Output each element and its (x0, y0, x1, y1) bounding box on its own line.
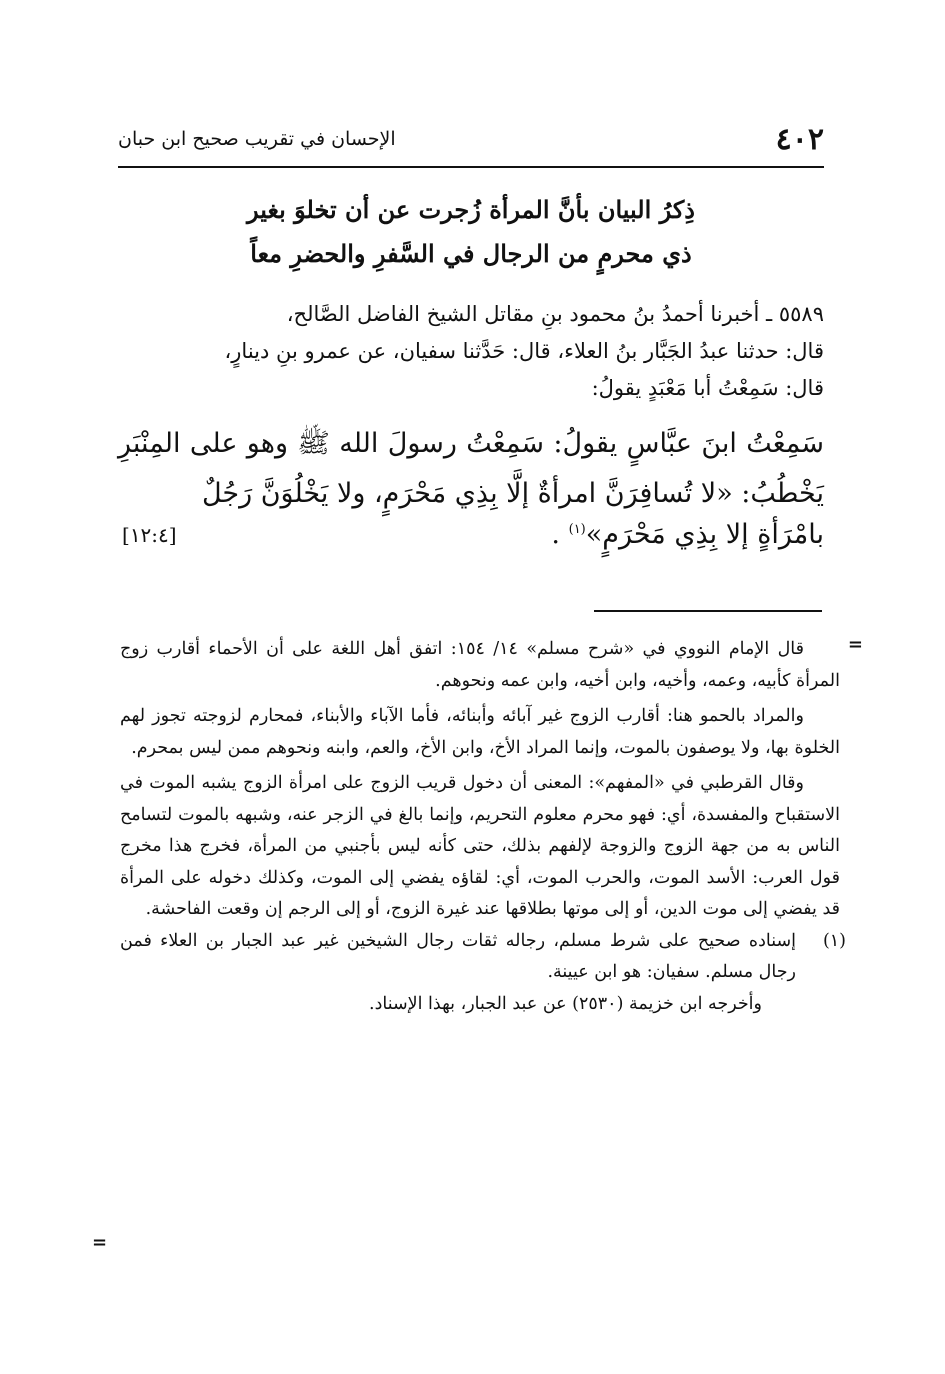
isnad-line-1: ٥٥٨٩ ـ أخبرنا أحمدُ بنُ محمود بنِ مقاتل الشيخ الفاضل الصَّالح، (286, 302, 824, 326)
isnad-line-3: قال: سَمِعْتُ أبا مَعْبَدٍ يقولُ: (591, 376, 824, 400)
isnad-line-2: قال: حدثنا عبدُ الجَبَّار بنُ العلاء، قال: حَدَّثنا سفيان، عن عمرو بنِ دينارٍ، (224, 339, 824, 363)
footnotes (120, 630, 846, 1020)
footnote-marker: (١) (568, 522, 586, 537)
matn-final-line (118, 519, 824, 569)
chapter-heading (118, 188, 824, 276)
hadith-body (118, 296, 824, 569)
chapter-heading-line-2: ذي محرمٍ من الرجال في السَّفرِ والحضرِ معاً (250, 239, 692, 268)
hadith-reference: [١٢:٤] (122, 523, 177, 547)
matn-line-3: بامْرَأةٍ إلا بِذِي مَحْرَمٍ» (585, 519, 824, 550)
footnote-separator (594, 610, 822, 612)
footnote-1-number: (١) (822, 930, 846, 951)
continuation-mark-bottom: = (92, 1232, 108, 1253)
page-number: ٤٠٢ (775, 122, 824, 157)
running-title: الإحسان في تقريب صحيح ابن حبان (118, 128, 396, 150)
footnote-paragraph-2: والمراد بالحمو هنا: أقارب الزوج غير آبائه وأبنائه، فأما الآباء والأبناء، فمحارم لزوجته تجوز لهم الخلوة بها، ولا يوصفون بالموت، وإنما المراد الأخ، وابن الأخ، والعم، وابنه ونحوهم ممن ليس بمحرم. (120, 706, 840, 758)
matn-end-punct: . (551, 519, 561, 550)
chapter-heading-line-1: ذِكرُ البيان بأنَّ المرأة زُجرت عن أن تخلوَ بغير (247, 195, 695, 224)
continuation-mark-top: = (847, 634, 863, 655)
header-rule (118, 166, 824, 168)
matn-text (118, 419, 824, 519)
matn-line-2: المِنْبَرِ يَخْطُبُ: «لا تُسافِرَنَّ امرأةٌ إلَّا بِذِي مَحْرَمٍ، ولا يَخْلُوَنَّ رَجُلٌ (118, 428, 824, 509)
footnote-1 (120, 926, 846, 1021)
footnote-paragraph-3: وقال القرطبي في «المفهم»: المعنى أن دخول قريب الزوج على امرأة الزوج يشبه الموت في الاستقباح والمفسدة، أي: فهو محرم معلوم التحريم، وإنما بالغ في الزجر عنه، وشبهه بالموت لتسامح الناس به من جهة الزوج والزوجة لإلفهم بذلك، حتى كأنه ليس بأجنبي من المرأة، فخرج هذا مخرج قول العرب: الأسد الموت، والحرب الموت، أي: لقاؤه يفضي إلى الموت، وكذلك دخوله على المرأة قد يفضي إلى موت الدين، أو إلى موتها بطلاقها عند غيرة الزوج، أو إلى الرجم إن وقعت الفاحشة. (120, 773, 840, 919)
running-header (118, 118, 824, 162)
footnote-paragraph-1: قال الإمام النووي في «شرح مسلم» ١٤/ ١٥٤: اتفق أهل اللغة على أن الأحماء أقارب زوج المرأة كأبيه، وعمه، وأخيه، وابن أخيه، وابن عمه ونحوهم. (120, 639, 840, 691)
footnote-1-text-2: وأخرجه ابن خزيمة (٢٥٣٠) عن عبد الجبار، بهذا الإسناد. (369, 993, 762, 1014)
matn-line-1: سَمِعْتُ ابنَ عبَّاسٍ يقولُ: سَمِعْتُ رسولَ الله ﷺ وهو على (189, 428, 824, 459)
footnote-1-text: إسناده صحيح على شرط مسلم، رجاله ثقات رجال الشيخين غير عبد الجبار بن العلاء فمن رجال مسلم. سفيان: هو ابن عيينة. (120, 930, 796, 982)
